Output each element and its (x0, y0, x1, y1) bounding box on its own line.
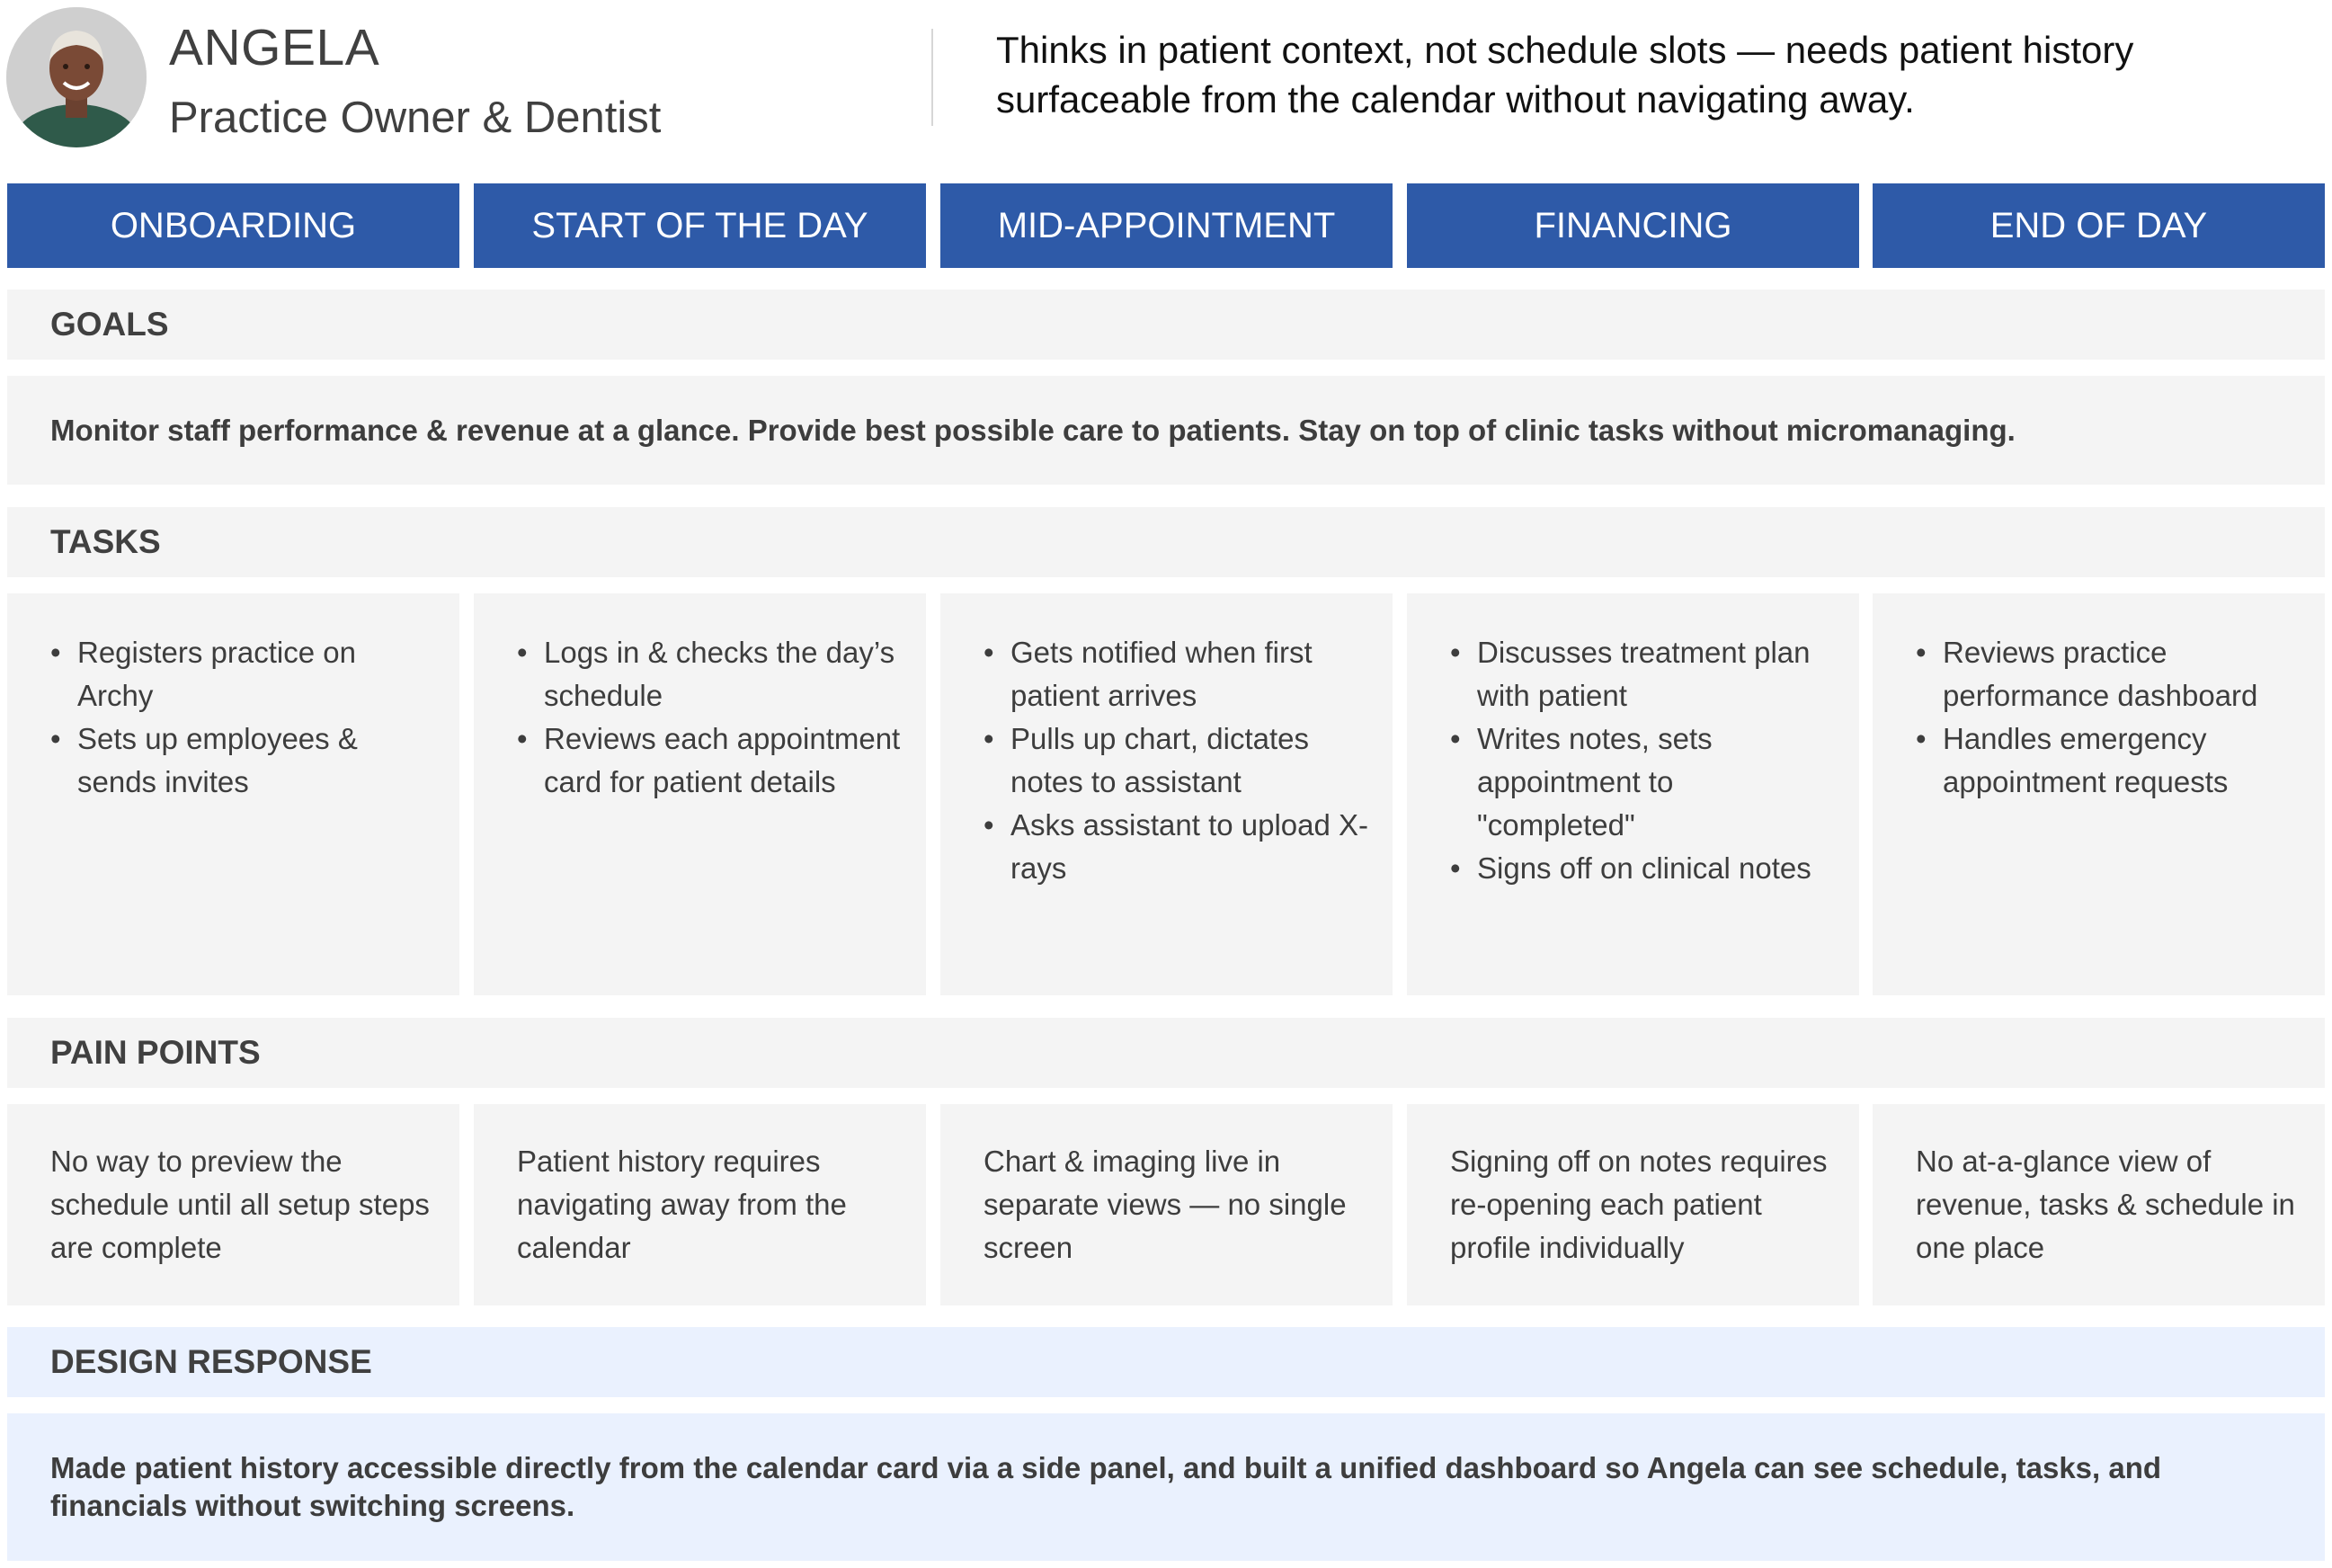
pain-point-text: No way to preview the schedule until all setup steps are complete (50, 1145, 430, 1264)
task-cell-mid-appointment (940, 593, 1393, 995)
goals-text: Monitor staff performance & revenue at a glance. Provide best possible care to patients. Stay on top of clinic tasks without micromanaging. (7, 376, 2325, 485)
persona-header (0, 0, 2332, 171)
task-cell-start-of-day (474, 593, 926, 995)
pain-point-text: Patient history requires navigating away from the calendar (517, 1145, 847, 1264)
pain-points-heading: PAIN POINTS (7, 1018, 2325, 1088)
persona-insight: Thinks in patient context, not schedule slots — needs patient history surfaceable from the calendar without navigating away. (996, 29, 2134, 120)
list-item: • Gets notified when first patient arrives (984, 631, 1371, 717)
list-item: • Reviews practice performance dashboard (1916, 631, 2303, 717)
task-list (50, 631, 438, 804)
list-item: • Reviews each appointment card for patient details (517, 717, 904, 804)
stage-onboarding: ONBOARDING (7, 183, 459, 268)
persona-avatar (6, 7, 147, 147)
task-cell-financing (1407, 593, 1859, 995)
avatar-photo (6, 7, 147, 147)
design-response-text: Made patient history accessible directly from the calendar card via a side panel, and built a unified dashboard so Angela can see schedule, tasks, and financials without switching screens. (7, 1413, 2325, 1561)
task-list (517, 631, 904, 804)
list-item: • Signs off on clinical notes (1450, 847, 1838, 890)
persona-role: Practice Owner & Dentist (169, 94, 662, 142)
list-item: • Logs in & checks the day’s schedule (517, 631, 904, 717)
header-divider (931, 29, 933, 126)
pain-cell-mid-appointment (940, 1104, 1393, 1305)
stage-financing: FINANCING (1407, 183, 1859, 268)
task-cell-end-of-day (1873, 593, 2325, 995)
pain-cell-start-of-day (474, 1104, 926, 1305)
task-list (984, 631, 1371, 890)
list-item: • Asks assistant to upload X-rays (984, 804, 1371, 890)
list-item: • Registers practice on Archy (50, 631, 438, 717)
list-item: • Sets up employees & sends invites (50, 717, 438, 804)
task-list (1450, 631, 1838, 890)
list-item: • Discusses treatment plan with patient (1450, 631, 1838, 717)
journey-stages (7, 183, 2325, 268)
pain-point-text: No at-a-glance view of revenue, tasks & schedule in one place (1916, 1145, 2295, 1264)
stage-start-of-day: START OF THE DAY (474, 183, 926, 268)
pain-point-text: Chart & imaging live in separate views — no single screen (984, 1145, 1347, 1264)
list-item: • Handles emergency appointment requests (1916, 717, 2303, 804)
list-item: • Pulls up chart, dictates notes to assistant (984, 717, 1371, 804)
goals-heading: GOALS (7, 290, 2325, 360)
task-list (1916, 631, 2303, 804)
pain-point-text: Signing off on notes requires re-opening each patient profile individually (1450, 1145, 1828, 1264)
stage-mid-appointment: MID-APPOINTMENT (940, 183, 1393, 268)
design-response-heading: DESIGN RESPONSE (7, 1327, 2325, 1397)
tasks-heading: TASKS (7, 507, 2325, 577)
persona-name: ANGELA (169, 19, 380, 76)
pain-cell-end-of-day (1873, 1104, 2325, 1305)
pain-cell-onboarding (7, 1104, 459, 1305)
task-cell-onboarding (7, 593, 459, 995)
pain-cell-financing (1407, 1104, 1859, 1305)
list-item: • Writes notes, sets appointment to "completed" (1450, 717, 1838, 847)
stage-end-of-day: END OF DAY (1873, 183, 2325, 268)
